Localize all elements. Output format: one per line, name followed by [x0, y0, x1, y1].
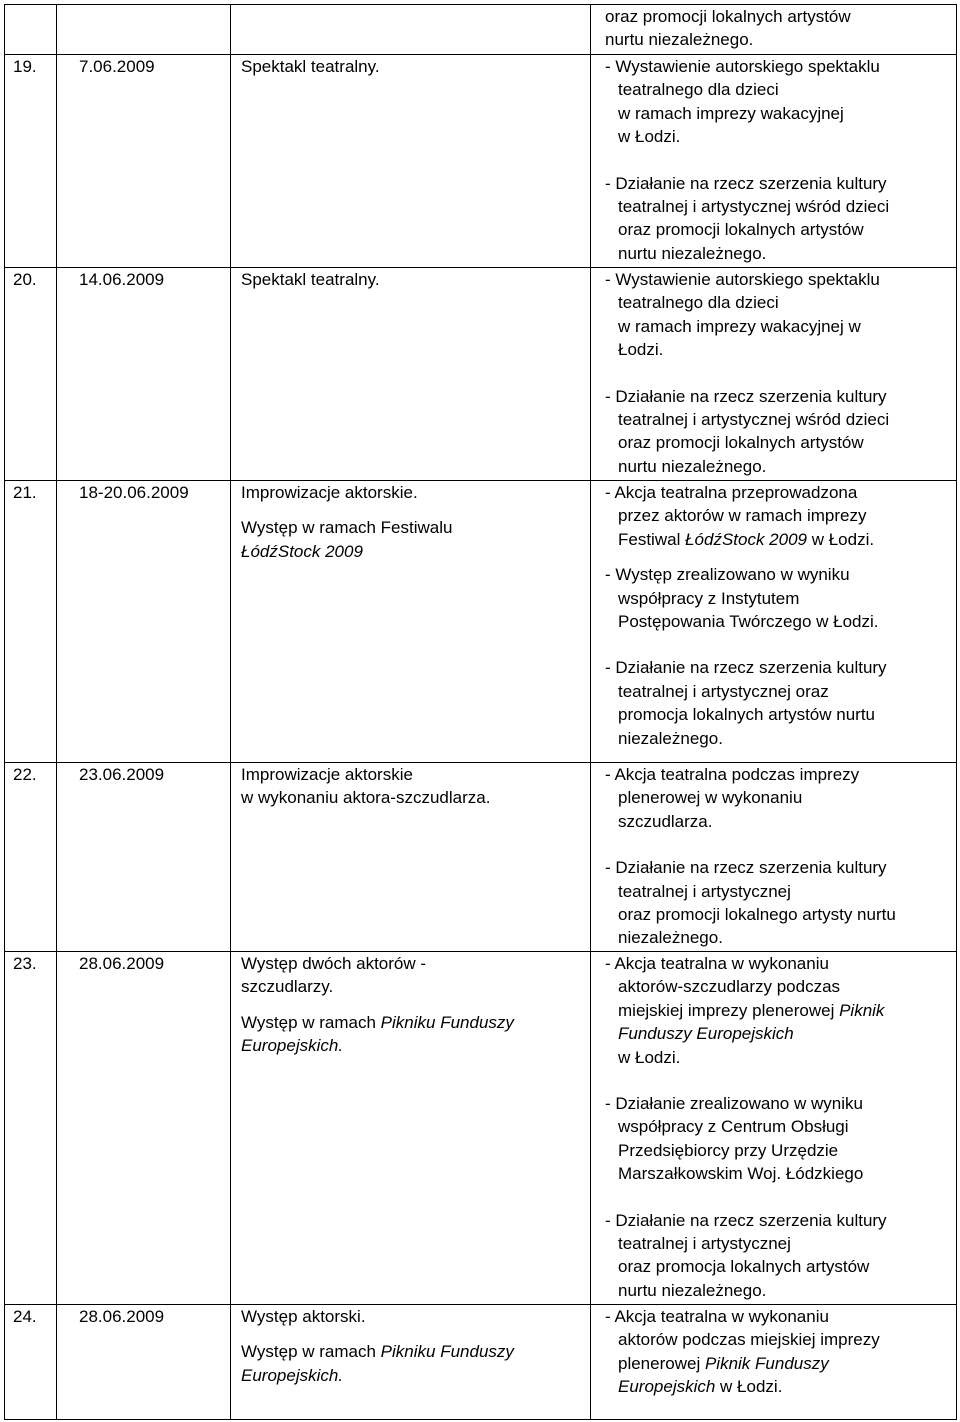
festival-name: ŁódźStock 2009 [241, 541, 363, 561]
desc-line: miejskiej imprezy plenerowej Piknik [618, 1000, 885, 1020]
cell-title [231, 55, 591, 268]
table-row [5, 5, 957, 55]
desc-line: w ramach imprezy wakacyjnej w [618, 316, 861, 336]
desc-line: teatralnej i artystycznej [618, 881, 791, 901]
desc-line: - Działanie na rzecz szerzenia kultury [605, 386, 887, 406]
cell-number: 21. [5, 481, 57, 763]
cell-number: 19. [5, 55, 57, 268]
desc-line: oraz promocji lokalnego artysty nurtu [618, 905, 896, 925]
cell-number: 20. [5, 268, 57, 481]
desc-line: w Łodzi. [618, 1047, 681, 1067]
event-name: Europejskich. [241, 1036, 344, 1056]
desc-line: niezależnego. [618, 928, 723, 948]
desc-line: - Akcja teatralna podczas imprezy [605, 765, 860, 784]
desc-line: w ramach imprezy wakacyjnej [618, 103, 844, 123]
desc-line: szczudlarza. [618, 811, 713, 831]
desc-line: niezależnego. [618, 728, 723, 748]
desc-line: - Działanie na rzecz szerzenia kultury [605, 858, 887, 878]
event-title: Występ aktorski. [241, 1307, 366, 1326]
cell-description [591, 1305, 957, 1420]
cell-title [231, 5, 591, 55]
desc-line: teatralnej i artystycznej oraz [618, 681, 829, 701]
cell-description [591, 481, 957, 763]
desc-line: - Działanie na rzecz szerzenia kultury [605, 658, 887, 678]
event-subtitle: Występ w ramach Pikniku Funduszy [241, 1012, 514, 1032]
cell-date: 23.06.2009 [57, 763, 231, 952]
desc-line: plenerowej w wykonaniu [618, 788, 803, 808]
cell-description [591, 55, 957, 268]
event-title: Spektakl teatralny. [241, 57, 380, 76]
desc-line: teatralnego dla dzieci [618, 293, 779, 313]
table-row [5, 268, 957, 481]
cell-number [5, 5, 57, 55]
desc-line: plenerowej Piknik Funduszy [618, 1353, 829, 1373]
event-title: Improwizacje aktorskie. [241, 483, 418, 502]
cell-number: 24. [5, 1305, 57, 1420]
desc-line: oraz promocji lokalnych artystów [618, 220, 864, 240]
desc-line: Europejskich w Łodzi. [618, 1377, 783, 1397]
desc-line: - Wystawienie autorskiego spektaklu [605, 57, 880, 76]
cell-number: 22. [5, 763, 57, 952]
desc-line: współpracy z Centrum Obsługi [618, 1117, 849, 1137]
desc-line: teatralnej i artystycznej wśród dzieci [618, 197, 890, 217]
desc-line: - Działanie na rzecz szerzenia kultury [605, 173, 887, 193]
desc-line: Postępowania Twórczego w Łodzi. [618, 612, 879, 632]
desc-line: teatralnej i artystycznej [618, 1234, 791, 1254]
desc-line: - Akcja teatralna przeprowadzona [605, 483, 858, 502]
desc-line: Festiwal ŁódźStock 2009 w Łodzi. [618, 529, 875, 549]
desc-line: oraz promocji lokalnych artystów [605, 7, 851, 26]
cell-date: 18-20.06.2009 [57, 481, 231, 763]
desc-line: - Działanie zrealizowano w wyniku [605, 1094, 863, 1114]
desc-line: Łodzi. [618, 340, 664, 360]
cell-description [591, 763, 957, 952]
cell-title [231, 952, 591, 1305]
event-subtitle: Występ w ramach Pikniku Funduszy [241, 1342, 514, 1362]
desc-line: oraz promocja lokalnych artystów [618, 1257, 870, 1277]
event-title: Występ dwóch aktorów - [241, 954, 427, 973]
event-title: Spektakl teatralny. [241, 270, 380, 289]
cell-date: 28.06.2009 [57, 1305, 231, 1420]
table-row [5, 55, 957, 268]
desc-line: promocja lokalnych artystów nurtu [618, 705, 876, 725]
table-row [5, 952, 957, 1305]
cell-title [231, 268, 591, 481]
event-name: Piknik Funduszy [704, 1353, 829, 1373]
event-name: Piknik [839, 1000, 885, 1020]
cell-description [591, 5, 957, 55]
cell-description [591, 268, 957, 481]
cell-date: 28.06.2009 [57, 952, 231, 1305]
event-name: Pikniku Funduszy [380, 1012, 514, 1032]
table-row [5, 763, 957, 952]
event-name: Europejskich. [241, 1365, 344, 1385]
cell-date [57, 5, 231, 55]
desc-line: przez aktorów w ramach imprezy [618, 506, 867, 526]
desc-line: Przedsiębiorcy przy Urzędzie [618, 1140, 839, 1160]
event-subtitle: Występ w ramach Festiwalu [241, 518, 453, 538]
desc-line: aktorów podczas miejskiej imprezy [618, 1330, 880, 1350]
desc-line: aktorów-szczudlarzy podczas [618, 977, 841, 997]
table-row [5, 481, 957, 763]
event-title: Improwizacje aktorskie [241, 765, 413, 784]
events-table [4, 4, 957, 1420]
cell-title [231, 481, 591, 763]
cell-date: 7.06.2009 [57, 55, 231, 268]
cell-date: 14.06.2009 [57, 268, 231, 481]
desc-line: nurtu niezależnego. [605, 30, 754, 50]
desc-line: - Występ zrealizowano w wyniku [605, 565, 850, 585]
desc-line: - Działanie na rzecz szerzenia kultury [605, 1210, 887, 1230]
event-title: szczudlarzy. [241, 977, 334, 997]
cell-title [231, 763, 591, 952]
event-name: Europejskich [618, 1377, 716, 1397]
cell-number: 23. [5, 952, 57, 1305]
desc-line: Marszałkowskim Woj. Łódzkiego [618, 1164, 864, 1184]
desc-line: w Łodzi. [618, 127, 681, 147]
desc-line: współpracy z Instytutem [618, 588, 800, 608]
event-title: w wykonaniu aktora-szczudlarza. [241, 788, 491, 808]
desc-line: nurtu niezależnego. [618, 1280, 767, 1300]
desc-line: - Akcja teatralna w wykonaniu [605, 954, 829, 973]
table-row [5, 1305, 957, 1420]
event-name: Pikniku Funduszy [380, 1342, 514, 1362]
festival-name: ŁódźStock 2009 [685, 529, 807, 549]
desc-line: teatralnego dla dzieci [618, 80, 779, 100]
cell-description [591, 952, 957, 1305]
desc-line: oraz promocji lokalnych artystów [618, 433, 864, 453]
desc-line: - Wystawienie autorskiego spektaklu [605, 270, 880, 289]
event-name: Funduszy Europejskich [618, 1024, 794, 1044]
cell-title [231, 1305, 591, 1420]
desc-line: nurtu niezależnego. [618, 243, 767, 263]
desc-line: teatralnej i artystycznej wśród dzieci [618, 410, 890, 430]
desc-line: - Akcja teatralna w wykonaniu [605, 1307, 829, 1326]
desc-line: nurtu niezależnego. [618, 456, 767, 476]
